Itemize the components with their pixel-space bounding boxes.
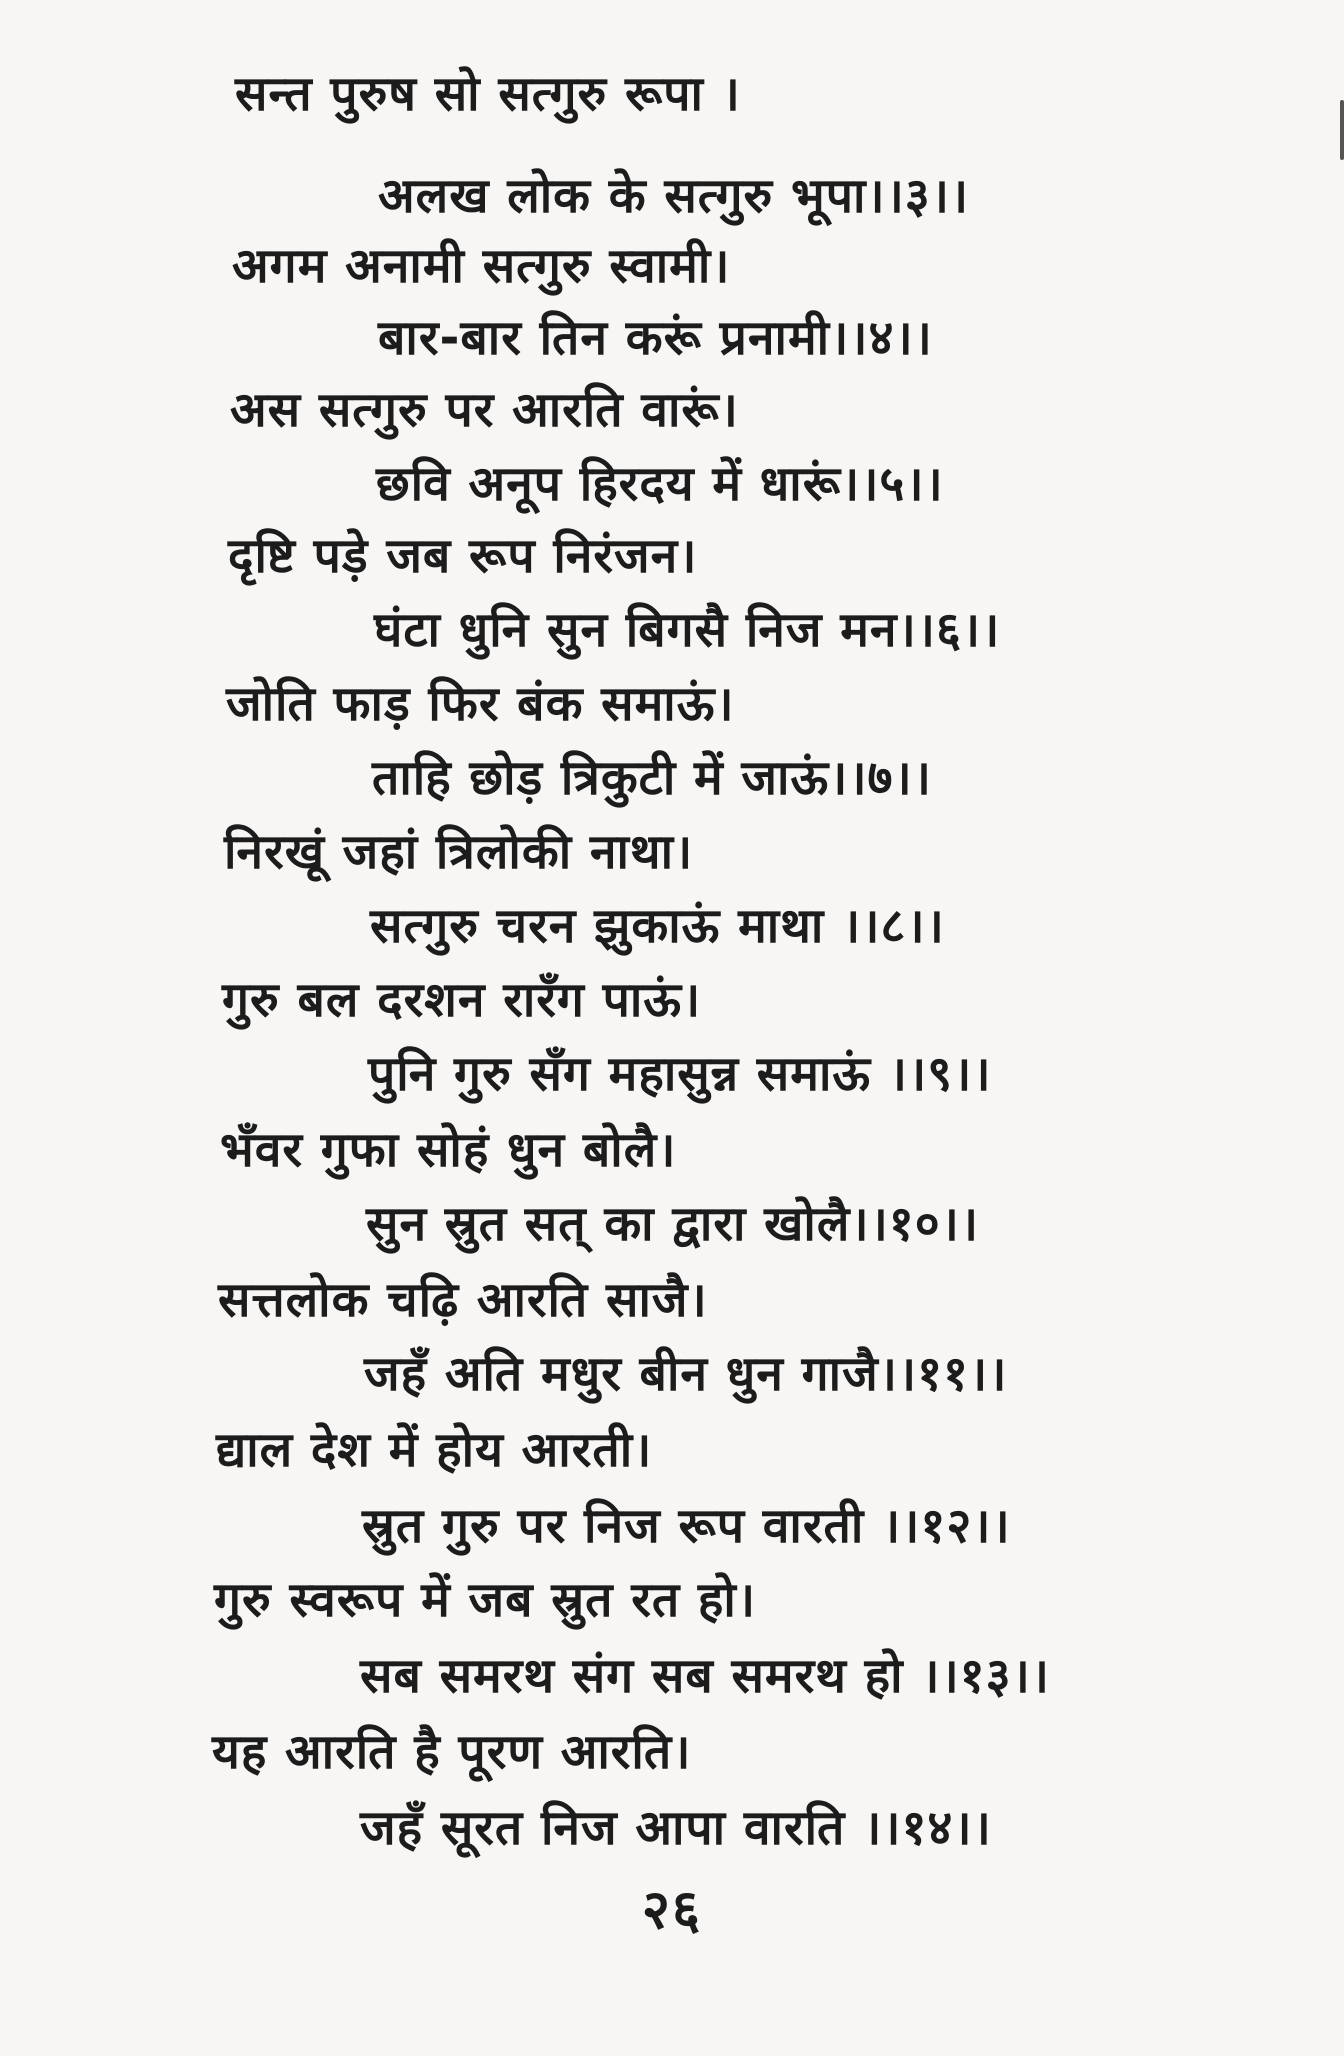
verse-line: भँवर गुफा सोहं धुन बोलै।: [220, 1122, 677, 1178]
verse-line: पुनि गुरु सँग महासुन्न समाऊं ।।९।।: [368, 1046, 992, 1102]
verse-line: द्याल देश में होय आरती।: [216, 1422, 653, 1478]
page-number: २६: [641, 1878, 703, 1941]
verse-line: जहँ सूरत निज आपा वारति ।।१४।।: [360, 1800, 992, 1856]
verse-line: स्रुत गुरु पर निज रूप वारती ।।१२।।: [362, 1498, 1011, 1554]
verse-line: गुरु स्वरूप में जब स्रुत रत हो।: [214, 1572, 757, 1628]
verse-line: घंटा धुनि सुन बिगसै निज मन।।६।।: [374, 602, 1001, 658]
verse-line: यह आरति है पूरण आरति।: [212, 1724, 692, 1780]
verse-line: छवि अनूप हिरदय में धारूं।।५।।: [376, 456, 944, 512]
verse-line: निरखूं जहां त्रिलोकी नाथा।: [224, 824, 694, 880]
verse-line: अगम अनामी सत्गुरु स्वामी।: [232, 238, 731, 294]
verse-line: अलख लोक के सत्गुरु भूपा।।३।।: [378, 168, 970, 224]
verse-line: ताहि छोड़ त्रिकुटी में जाऊं।।७।।: [372, 750, 932, 806]
verse-line: जहँ अति मधुर बीन धुन गाजै।।११।।: [364, 1346, 1008, 1402]
verse-line: अस सत्गुरु पर आरति वारूं।: [230, 382, 739, 438]
verse-line: गुरु बल दरशन रारँग पाऊं।: [222, 972, 702, 1028]
verse-line: बार-बार तिन करूं प्रनामी।।४।।: [378, 310, 933, 366]
verse-line: सुन स्रुत सत् का द्वारा खोलै।।१०।।: [366, 1196, 980, 1252]
verse-line: सत्तलोक चढ़ि आरति साजै।: [218, 1272, 708, 1328]
verse-line: सन्त पुरुष सो सत्गुरु रूपा ।: [235, 66, 741, 122]
verse-line: सत्गुरु चरन झुकाऊं माथा ।।८।।: [370, 898, 945, 954]
verse-line: जोति फाड़ फिर बंक समाऊं।: [226, 676, 735, 732]
verse-line: सब समरथ संग सब समरथ हो ।।१३।।: [360, 1648, 1050, 1704]
verse-line: दृष्टि पड़े जब रूप निरंजन।: [228, 528, 698, 584]
page-edge-mark: [1340, 100, 1344, 160]
